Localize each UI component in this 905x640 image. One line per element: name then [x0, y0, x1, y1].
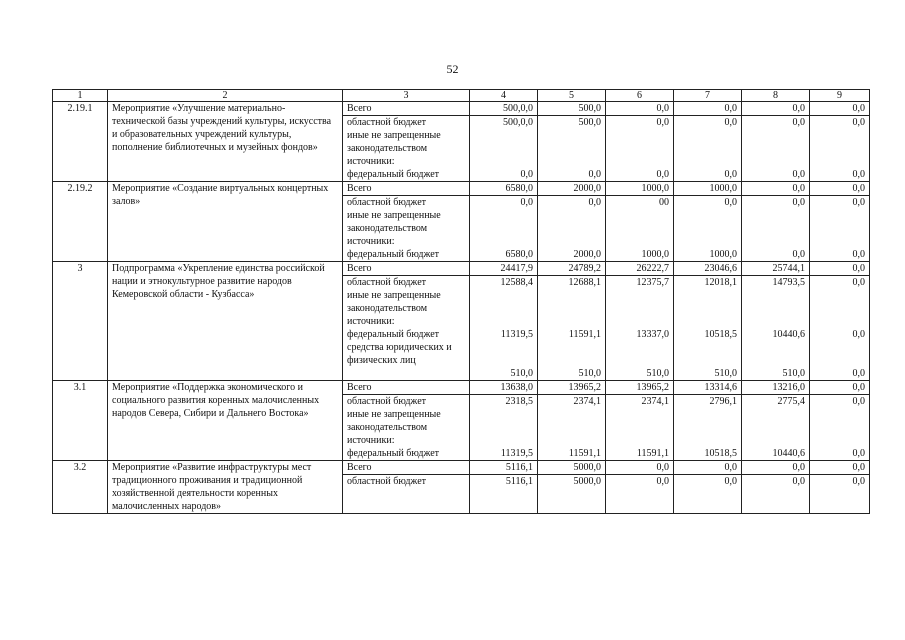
value: 1000,0	[674, 182, 741, 196]
value-cell	[810, 381, 870, 461]
row-name: Мероприятие «Создание виртуальных концертных залов»	[108, 182, 343, 262]
spacer	[542, 129, 601, 142]
spacer	[678, 302, 737, 315]
row-code: 3.1	[53, 381, 108, 461]
value: 0,0	[520, 169, 533, 180]
spacer	[678, 315, 737, 328]
spacer	[474, 235, 533, 248]
value-cell	[538, 102, 606, 182]
value-cell	[470, 102, 538, 182]
spacer	[542, 421, 601, 434]
spacer	[610, 209, 669, 222]
value: 0,0	[792, 476, 805, 487]
spacer	[474, 315, 533, 328]
row-code: 2.19.1	[53, 102, 108, 182]
spacer	[610, 302, 669, 315]
value-cell	[538, 262, 606, 381]
value: 0,0	[810, 461, 869, 475]
source-cell	[343, 461, 470, 514]
spacer	[474, 434, 533, 447]
value: 2775,4	[777, 396, 805, 407]
value: 0,0	[520, 197, 533, 208]
spacer	[746, 129, 805, 142]
value: 1000,0	[606, 182, 673, 196]
source-cell	[343, 381, 470, 461]
source-label: Всего	[343, 381, 469, 395]
value-cell	[538, 182, 606, 262]
col-header: 7	[674, 90, 742, 102]
spacer	[678, 129, 737, 142]
spacer	[610, 142, 669, 155]
spacer	[814, 289, 865, 302]
spacer	[542, 209, 601, 222]
spacer	[610, 129, 669, 142]
source-label: средства юридических и физических лиц	[347, 342, 452, 366]
value-cell	[810, 182, 870, 262]
spacer	[474, 408, 533, 421]
value: 13337,0	[636, 329, 669, 340]
spacer	[814, 341, 865, 354]
value: 26222,7	[606, 262, 673, 276]
value: 2318,5	[505, 396, 533, 407]
col-header: 3	[343, 90, 470, 102]
value: 0,0	[792, 169, 805, 180]
spacer	[678, 341, 737, 354]
value: 0,0	[852, 368, 865, 379]
spacer	[610, 341, 669, 354]
value-cell	[742, 182, 810, 262]
spacer	[610, 421, 669, 434]
spacer	[746, 289, 805, 302]
value: 0,0	[742, 461, 809, 475]
value-cell	[674, 381, 742, 461]
value: 0,0	[852, 169, 865, 180]
value: 0,0	[852, 329, 865, 340]
value: 0,0	[724, 476, 737, 487]
spacer	[610, 354, 669, 367]
value-cell	[606, 381, 674, 461]
value: 2000,0	[573, 249, 601, 260]
spacer	[474, 302, 533, 315]
value: 0,0	[742, 182, 809, 196]
value: 0,0	[792, 117, 805, 128]
value-cell	[470, 262, 538, 381]
spacer	[542, 289, 601, 302]
value: 24417,9	[470, 262, 537, 276]
value: 10518,5	[704, 448, 737, 459]
value: 24789,2	[538, 262, 605, 276]
spacer	[678, 142, 737, 155]
value: 10518,5	[704, 329, 737, 340]
value-cell	[742, 262, 810, 381]
value: 5000,0	[573, 476, 601, 487]
spacer	[678, 235, 737, 248]
spacer	[746, 434, 805, 447]
value: 0,0	[792, 249, 805, 260]
value: 25744,1	[742, 262, 809, 276]
value-cell	[538, 381, 606, 461]
spacer	[542, 142, 601, 155]
value: 0,0	[724, 169, 737, 180]
spacer	[746, 302, 805, 315]
row-name: Мероприятие «Поддержка экономического и социального развития коренных малочисленных народов Севера, Сибири и Дальнего Востока»	[108, 381, 343, 461]
value: 2796,1	[709, 396, 737, 407]
spacer	[610, 408, 669, 421]
value-cell	[674, 102, 742, 182]
value: 6580,0	[505, 249, 533, 260]
value: 13216,0	[742, 381, 809, 395]
value: 500,0	[538, 102, 605, 116]
value: 1000,0	[709, 249, 737, 260]
value: 0,0	[656, 169, 669, 180]
row-code: 3	[53, 262, 108, 381]
value: 510,0	[510, 368, 533, 379]
spacer	[746, 408, 805, 421]
spacer	[814, 302, 865, 315]
value-cell	[674, 182, 742, 262]
source-label: иные не запрещенные законодательством источники:	[347, 210, 441, 247]
value: 510,0	[646, 368, 669, 379]
value: 13314,6	[674, 381, 741, 395]
spacer	[746, 222, 805, 235]
value-cell	[674, 461, 742, 514]
value: 0,0	[656, 117, 669, 128]
value: 0,0	[606, 461, 673, 475]
spacer	[474, 209, 533, 222]
value: 0,0	[810, 182, 869, 196]
value: 0,0	[588, 197, 601, 208]
col-header: 4	[470, 90, 538, 102]
spacer	[474, 142, 533, 155]
value: 0,0	[656, 476, 669, 487]
value-cell	[742, 381, 810, 461]
spacer	[814, 354, 865, 367]
source-label: Всего	[343, 182, 469, 196]
value-cell	[470, 461, 538, 514]
source-label: федеральный бюджет	[347, 169, 440, 180]
spacer	[814, 408, 865, 421]
row-code: 2.19.2	[53, 182, 108, 262]
value: 2000,0	[538, 182, 605, 196]
value: 11319,5	[500, 448, 533, 459]
spacer	[814, 222, 865, 235]
value: 11591,1	[568, 448, 601, 459]
spacer	[746, 341, 805, 354]
spacer	[474, 421, 533, 434]
spacer	[610, 315, 669, 328]
value: 500,0	[578, 117, 601, 128]
spacer	[678, 222, 737, 235]
spacer	[610, 235, 669, 248]
value-cell	[470, 381, 538, 461]
value: 500,0,0	[503, 117, 533, 128]
spacer	[610, 434, 669, 447]
value-cell	[810, 102, 870, 182]
value-cell	[470, 182, 538, 262]
spacer	[610, 155, 669, 168]
spacer	[814, 209, 865, 222]
value: 12018,1	[704, 277, 737, 288]
value: 0,0	[792, 197, 805, 208]
budget-table	[52, 89, 870, 514]
value: 13638,0	[470, 381, 537, 395]
value-cell	[674, 262, 742, 381]
value: 0,0	[852, 277, 865, 288]
source-label: областной бюджет	[347, 476, 427, 487]
source-label: иные не запрещенные законодательством источники:	[347, 409, 441, 446]
source-label: федеральный бюджет	[347, 448, 440, 459]
value: 0,0	[852, 249, 865, 260]
spacer	[746, 315, 805, 328]
value: 5116,1	[505, 476, 533, 487]
spacer	[814, 142, 865, 155]
value: 0,0	[852, 448, 865, 459]
spacer	[474, 341, 533, 354]
spacer	[678, 354, 737, 367]
value: 0,0	[852, 117, 865, 128]
value-cell	[606, 102, 674, 182]
spacer	[474, 289, 533, 302]
source-label: иные не запрещенные законодательством источники:	[347, 130, 441, 167]
col-header: 1	[53, 90, 108, 102]
table-row	[53, 262, 870, 381]
value: 500,0,0	[470, 102, 537, 116]
value: 1000,0	[641, 249, 669, 260]
value: 0,0	[852, 396, 865, 407]
spacer	[746, 209, 805, 222]
source-label: Всего	[343, 262, 469, 276]
col-header: 9	[810, 90, 870, 102]
value-cell	[742, 102, 810, 182]
value: 11591,1	[636, 448, 669, 459]
col-header: 5	[538, 90, 606, 102]
spacer	[678, 434, 737, 447]
source-label: областной бюджет	[347, 396, 427, 407]
value: 0,0	[810, 381, 869, 395]
value: 13965,2	[538, 381, 605, 395]
spacer	[542, 235, 601, 248]
value: 0,0	[810, 102, 869, 116]
value: 00	[659, 197, 669, 208]
value: 12375,7	[636, 277, 669, 288]
value: 0,0	[852, 476, 865, 487]
value: 2374,1	[573, 396, 601, 407]
source-cell	[343, 102, 470, 182]
value-cell	[742, 461, 810, 514]
spacer	[542, 315, 601, 328]
value: 10440,6	[772, 448, 805, 459]
spacer	[814, 235, 865, 248]
row-name: Подпрограмма «Укрепление единства российской нации и этнокультурное развитие народов Кемеровской области - Кузбасса»	[108, 262, 343, 381]
value: 14793,5	[772, 277, 805, 288]
col-header: 2	[108, 90, 343, 102]
value: 10440,6	[772, 329, 805, 340]
spacer	[474, 222, 533, 235]
source-cell	[343, 182, 470, 262]
value-cell	[810, 461, 870, 514]
spacer	[746, 421, 805, 434]
spacer	[746, 354, 805, 367]
value-cell	[606, 461, 674, 514]
value: 0,0	[606, 102, 673, 116]
table-row	[53, 381, 870, 461]
value: 5000,0	[538, 461, 605, 475]
spacer	[542, 354, 601, 367]
spacer	[814, 129, 865, 142]
value: 0,0	[588, 169, 601, 180]
spacer	[814, 155, 865, 168]
value-cell	[606, 182, 674, 262]
source-label: областной бюджет	[347, 197, 427, 208]
source-label: Всего	[343, 461, 469, 475]
spacer	[814, 434, 865, 447]
spacer	[474, 354, 533, 367]
table-row	[53, 182, 870, 262]
value: 0,0	[742, 102, 809, 116]
spacer	[678, 209, 737, 222]
value: 12588,4	[500, 277, 533, 288]
value-cell	[810, 262, 870, 381]
spacer	[746, 155, 805, 168]
value: 11319,5	[500, 329, 533, 340]
spacer	[542, 222, 601, 235]
spacer	[814, 315, 865, 328]
value: 12688,1	[568, 277, 601, 288]
value: 0,0	[724, 117, 737, 128]
value: 510,0	[578, 368, 601, 379]
value: 2374,1	[641, 396, 669, 407]
spacer	[678, 408, 737, 421]
spacer	[678, 289, 737, 302]
table-row	[53, 102, 870, 182]
spacer	[610, 222, 669, 235]
source-label: областной бюджет	[347, 277, 427, 288]
value: 0,0	[674, 102, 741, 116]
value: 6580,0	[470, 182, 537, 196]
spacer	[542, 155, 601, 168]
value: 0,0	[852, 197, 865, 208]
col-header: 6	[606, 90, 674, 102]
table-row	[53, 461, 870, 514]
row-name: Мероприятие «Развитие инфраструктуры мест традиционного проживания и традиционной хозяйственной деятельности коренных малочисленных народов»	[108, 461, 343, 514]
source-label: иные не запрещенные законодательством источники:	[347, 290, 441, 327]
source-label: федеральный бюджет	[347, 329, 440, 340]
page-number: 52	[446, 62, 459, 76]
value: 13965,2	[606, 381, 673, 395]
spacer	[542, 408, 601, 421]
value: 11591,1	[568, 329, 601, 340]
spacer	[814, 421, 865, 434]
source-label: Всего	[343, 102, 469, 116]
value-cell	[606, 262, 674, 381]
header-row	[53, 90, 870, 102]
spacer	[746, 235, 805, 248]
spacer	[610, 289, 669, 302]
spacer	[474, 129, 533, 142]
spacer	[678, 155, 737, 168]
value: 0,0	[810, 262, 869, 276]
spacer	[542, 341, 601, 354]
source-label: областной бюджет	[347, 117, 427, 128]
col-header: 8	[742, 90, 810, 102]
value: 0,0	[674, 461, 741, 475]
value-cell	[538, 461, 606, 514]
row-code: 3.2	[53, 461, 108, 514]
value: 0,0	[724, 197, 737, 208]
value: 5116,1	[470, 461, 537, 475]
spacer	[746, 142, 805, 155]
value: 510,0	[782, 368, 805, 379]
spacer	[474, 155, 533, 168]
spacer	[542, 434, 601, 447]
row-name: Мероприятие «Улучшение материально-технической базы учреждений культуры, искусства и образовательных учреждений культуры, пополнение библиотечных и музейных фондов»	[108, 102, 343, 182]
source-cell	[343, 262, 470, 381]
value: 23046,6	[674, 262, 741, 276]
spacer	[678, 421, 737, 434]
source-label: федеральный бюджет	[347, 249, 440, 260]
spacer	[542, 302, 601, 315]
value: 510,0	[714, 368, 737, 379]
